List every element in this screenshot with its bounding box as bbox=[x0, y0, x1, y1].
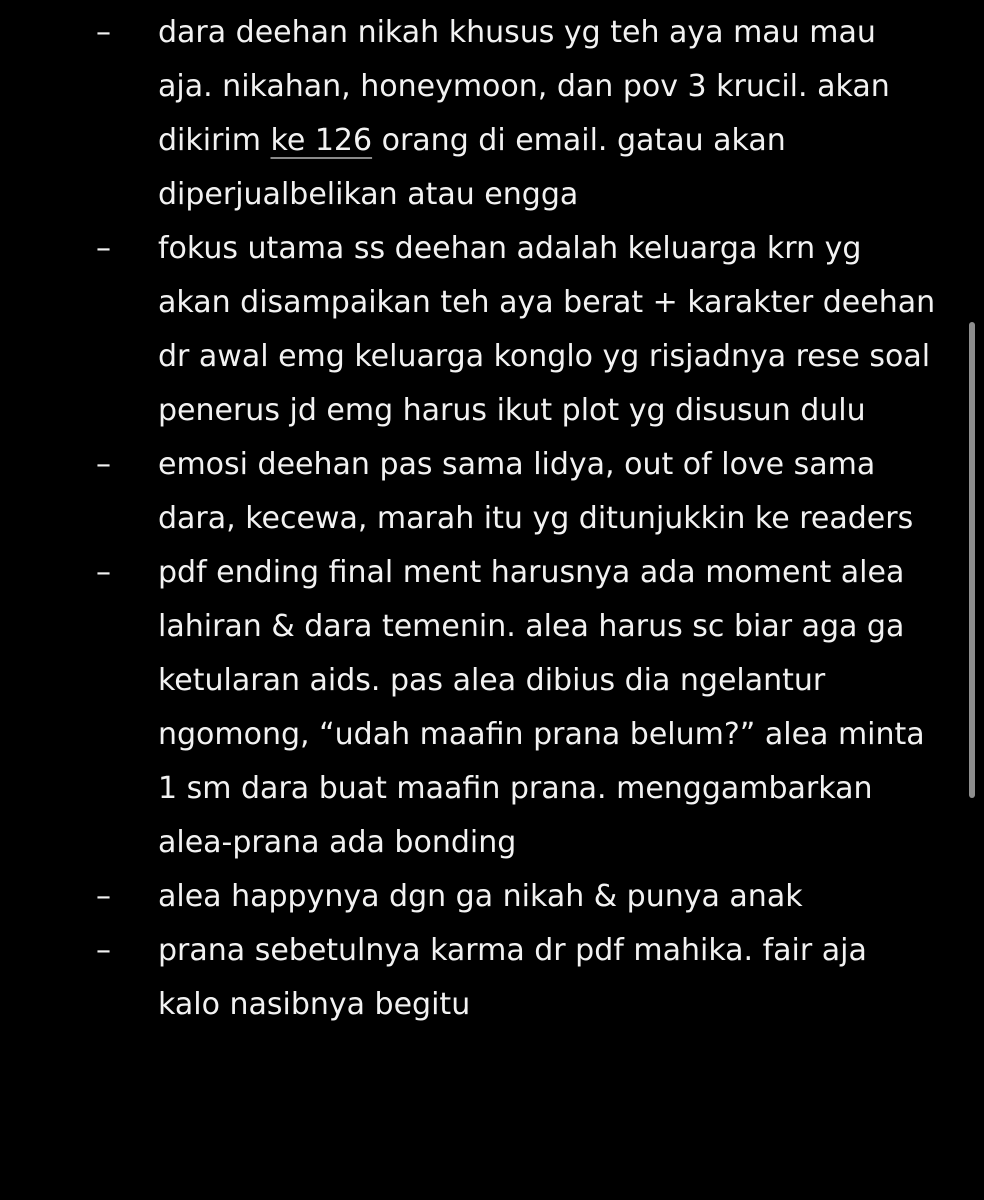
list-item bbox=[96, 6, 936, 222]
list-item bbox=[96, 924, 936, 1032]
detected-number-link[interactable]: ke 126 bbox=[270, 123, 373, 158]
list-item bbox=[96, 438, 936, 546]
note-text bbox=[158, 6, 936, 222]
dash-bullet: – bbox=[96, 879, 111, 914]
note-text: pdf ending final ment harusnya ada moment alea lahiran & dara temenin. alea harus sc biar aga ga ketularan aids. pas alea dibius dia ngelantur ngomong, “udah maafin prana belum?” alea minta 1 sm dara buat maafin prana. menggambarkan alea-prana ada bonding bbox=[158, 555, 925, 860]
note-text-part: dara deehan nikah khusus yg teh aya mau mau aja. nikahan, honeymoon, dan pov 3 krucil. akan dikirim bbox=[158, 15, 890, 158]
note-text: alea happynya dgn ga nikah & punya anak bbox=[158, 879, 803, 914]
note-text-part: orang di email. gatau akan diperjualbelikan atau engga bbox=[158, 123, 786, 212]
dash-bullet: – bbox=[96, 231, 111, 266]
vertical-scrollbar[interactable] bbox=[969, 322, 975, 798]
note-text: prana sebetulnya karma dr pdf mahika. fair aja kalo nasibnya begitu bbox=[158, 933, 867, 1022]
dash-bullet: – bbox=[96, 555, 111, 590]
note-text: fokus utama ss deehan adalah keluarga krn yg akan disampaikan teh aya berat + karakter deehan dr awal emg keluarga konglo yg risjadnya rese soal penerus jd emg harus ikut plot yg disusun dulu bbox=[158, 231, 936, 428]
dash-bullet: – bbox=[96, 447, 111, 482]
dash-bullet: – bbox=[96, 933, 111, 968]
list-item bbox=[96, 222, 936, 438]
list-item bbox=[96, 870, 936, 924]
list-item bbox=[96, 546, 936, 870]
notes-list bbox=[96, 6, 936, 1032]
note-text: emosi deehan pas sama lidya, out of love sama dara, kecewa, marah itu yg ditunjukkin ke readers bbox=[158, 447, 914, 536]
dash-bullet: – bbox=[96, 15, 111, 50]
